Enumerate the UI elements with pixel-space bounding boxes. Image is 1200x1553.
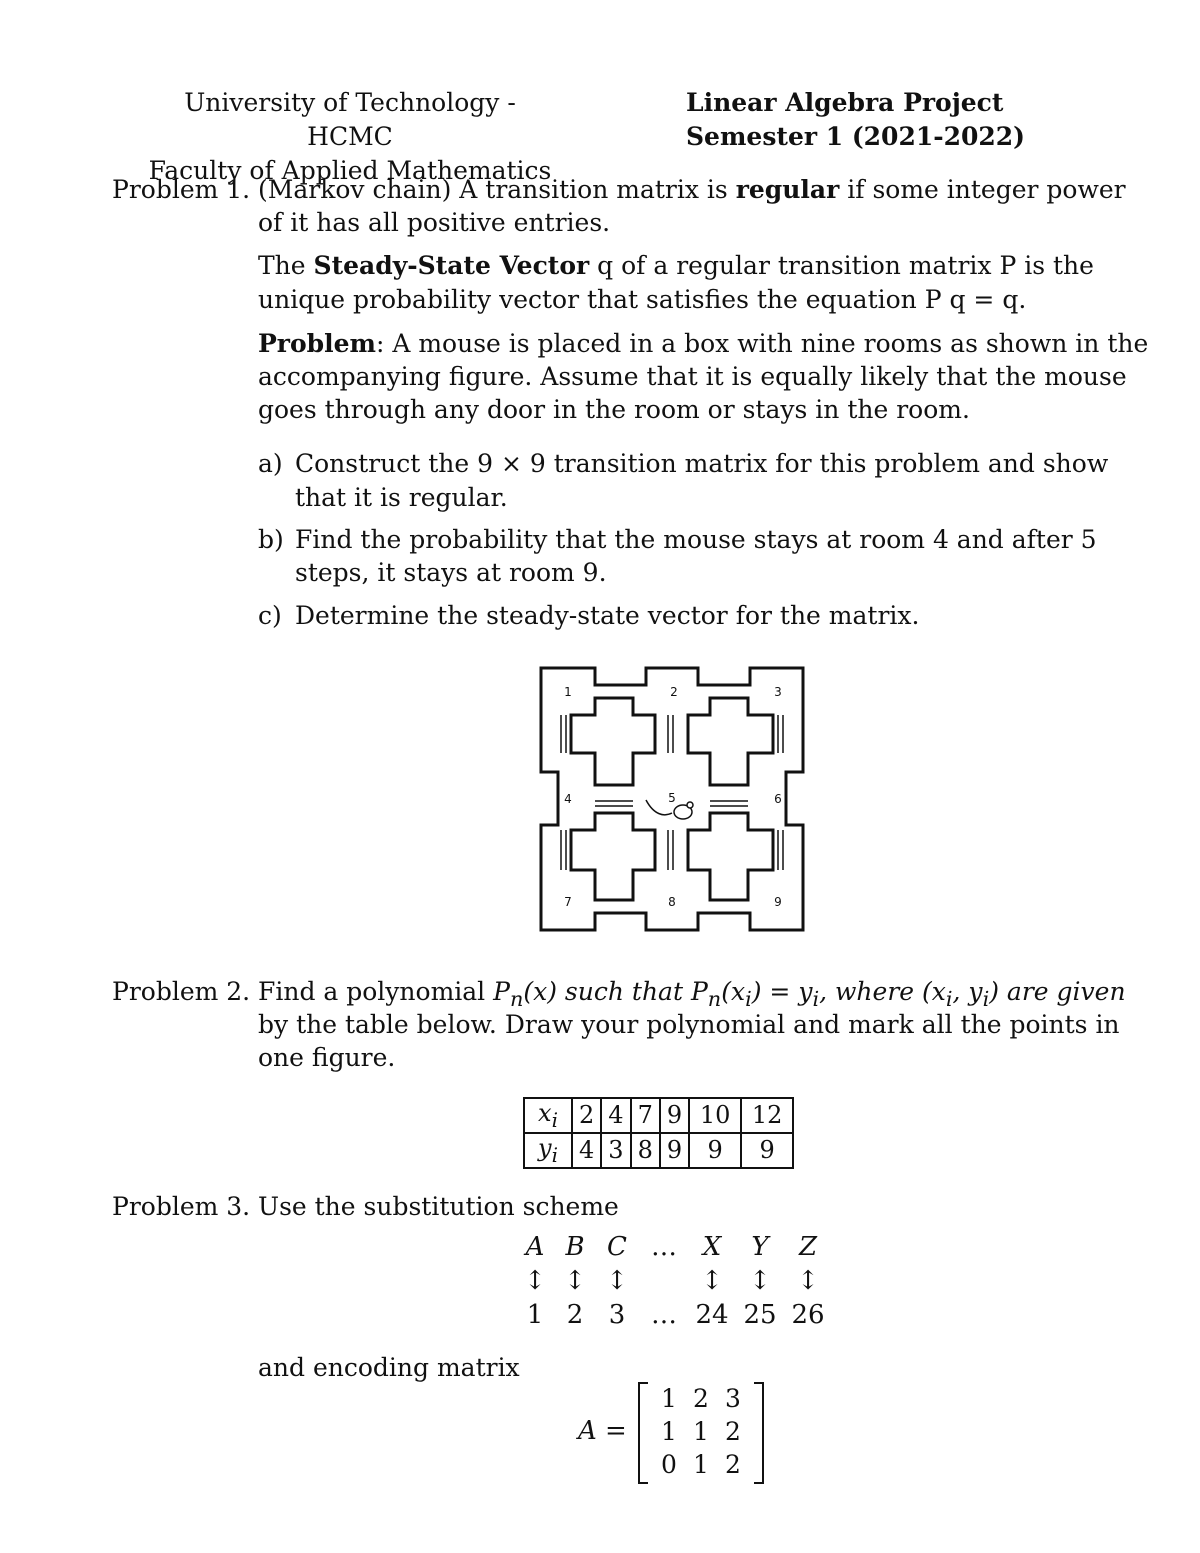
mouse-problem-line3: goes through any door in the room or stays in the room.: [258, 395, 970, 424]
encoding-matrix: [638, 1382, 764, 1482]
table-cell: 4: [572, 1133, 601, 1168]
problem2-line3: one figure.: [258, 1043, 396, 1072]
text: : A mouse is placed in a box with nine rooms as shown in the: [375, 329, 1149, 358]
scheme-number: 25: [743, 1300, 777, 1330]
room-9-label: 9: [774, 895, 782, 909]
matrix-cell: 2: [725, 1450, 741, 1479]
math: , y: [952, 977, 983, 1006]
text: q of a regular transition matrix P is the: [589, 251, 1094, 280]
item-a-line2: that it is regular.: [295, 483, 508, 512]
university-name: University of Technology - HCMC: [184, 88, 516, 151]
maze-pillar-1: [571, 698, 655, 785]
item-c-line1: Determine the steady-state vector for the matrix.: [295, 601, 920, 630]
term-steady-state: Steady-State Vector: [313, 251, 590, 280]
math: i: [812, 987, 820, 1011]
matrix-cell: 0: [661, 1450, 677, 1479]
maze-pillar-2: [688, 698, 773, 785]
problem1-label: Problem 1.: [112, 175, 251, 204]
room-5-label: 5: [668, 791, 676, 805]
table-cell: 10: [689, 1098, 741, 1133]
scheme-number: 26: [791, 1300, 825, 1330]
maze-pillar-4: [688, 813, 773, 900]
faculty-name: Faculty of Applied Mathematics: [148, 156, 552, 185]
x-label: x: [538, 1099, 552, 1127]
maze-figure: [538, 665, 808, 933]
mouse-problem-line2: accompanying figure. Assume that it is equally likely that the mouse: [258, 362, 1127, 391]
points-table: [523, 1097, 794, 1169]
item-b-line1: Find the probability that the mouse stays at room 4 and after 5: [295, 525, 1097, 554]
text: Find a polynomial: [258, 977, 494, 1006]
sub-i: i: [551, 1142, 558, 1167]
item-c-tag: c): [258, 601, 282, 630]
header-right: [686, 86, 1026, 154]
room-1-label: 1: [564, 685, 572, 699]
scheme-letter: Z: [798, 1232, 818, 1262]
term-problem: Problem: [258, 329, 376, 358]
item-b-tag: b): [258, 525, 284, 554]
item-a-line1: Construct the 9 × 9 transition matrix for this problem and show: [295, 449, 1109, 478]
math: (x) such that: [523, 977, 691, 1006]
problem3-label: Problem 3.: [112, 1192, 251, 1221]
math: i: [945, 987, 953, 1011]
room-7-label: 7: [564, 895, 572, 909]
scheme-number: 3: [608, 1300, 626, 1330]
room-2-label: 2: [670, 685, 678, 699]
scheme-arrow-icon: ↕: [606, 1266, 628, 1296]
steady-state-def-line2: unique probability vector that satisfies the equation P q = q.: [258, 285, 1027, 314]
table-cell: 2: [572, 1098, 601, 1133]
scheme-arrow-icon: ↕: [564, 1266, 586, 1296]
scheme-number: 24: [695, 1300, 729, 1330]
room-4-label: 4: [564, 792, 572, 806]
table-header-y: [524, 1133, 572, 1168]
math: ) are given: [989, 977, 1126, 1006]
math: A =: [578, 1416, 627, 1446]
scheme-arrow-icon: ↕: [749, 1266, 771, 1296]
steady-state-def: [258, 249, 1094, 282]
scheme-letter: A: [525, 1232, 545, 1262]
matrix-cell: 1: [661, 1384, 677, 1413]
table-cell: 9: [660, 1098, 689, 1133]
problem2-label: Problem 2.: [112, 977, 251, 1006]
table-cell: 3: [601, 1133, 630, 1168]
scheme-letter: X: [702, 1232, 722, 1262]
encoding-text: and encoding matrix: [258, 1353, 520, 1382]
table-row-y: [524, 1133, 793, 1168]
problem2-line2: by the table below. Draw your polynomial and mark all the points in: [258, 1010, 1120, 1039]
item-b-line2: steps, it stays at room 9.: [295, 558, 607, 587]
table-header-x: [524, 1098, 572, 1133]
matrix-lhs: [578, 1416, 627, 1446]
maze-pillar-3: [571, 813, 655, 900]
text: (Markov chain) A transition matrix is: [258, 175, 736, 204]
matrix-cell: 2: [693, 1384, 709, 1413]
scheme-ellipsis: …: [651, 1232, 677, 1262]
table-cell: 7: [631, 1098, 660, 1133]
table-cell: 8: [631, 1133, 660, 1168]
table-cell: 9: [660, 1133, 689, 1168]
room-3-label: 3: [774, 685, 782, 699]
math: (x: [721, 977, 746, 1006]
math: n: [509, 987, 524, 1011]
course-title: Linear Algebra Project: [686, 88, 1004, 117]
table-cell: 9: [741, 1133, 793, 1168]
text: The: [258, 251, 314, 280]
scheme-ellipsis: …: [651, 1300, 677, 1330]
scheme-letter: C: [607, 1232, 627, 1262]
math: , where (x: [819, 977, 946, 1006]
problem1-intro-line2: of it has all positive entries.: [258, 208, 611, 237]
scheme-number: 2: [566, 1300, 584, 1330]
sub-i: i: [551, 1107, 558, 1132]
scheme-arrow-icon: ↕: [524, 1266, 546, 1296]
item-a-tag: a): [258, 449, 283, 478]
matrix-cell: 2: [725, 1417, 741, 1446]
scheme-arrow-icon: ↕: [701, 1266, 723, 1296]
math: i: [745, 987, 752, 1011]
problem3-intro: Use the substitution scheme: [258, 1192, 619, 1221]
math: i: [982, 987, 990, 1011]
math: P: [690, 977, 708, 1006]
table-cell: 9: [689, 1133, 741, 1168]
problem1-intro: [258, 173, 1126, 206]
matrix-cell: 1: [661, 1417, 677, 1446]
table-cell: 4: [601, 1098, 630, 1133]
matrix-cell: 1: [693, 1417, 709, 1446]
math: P: [493, 977, 510, 1006]
semester: Semester 1 (2021-2022): [686, 122, 1026, 151]
math: n: [707, 987, 722, 1011]
table-row-x: [524, 1098, 793, 1133]
math: ) = y: [751, 977, 813, 1006]
mouse-problem: [258, 327, 1148, 360]
room-6-label: 6: [774, 792, 782, 806]
scheme-letter: Y: [751, 1232, 769, 1262]
term-regular: regular: [735, 175, 840, 204]
text: if some integer power: [839, 175, 1126, 204]
matrix-cell: 1: [693, 1450, 709, 1479]
scheme-arrow-icon: ↕: [797, 1266, 819, 1296]
table-cell: 12: [741, 1098, 793, 1133]
scheme-number: 1: [526, 1300, 544, 1330]
matrix-right-bracket: [754, 1382, 764, 1484]
scheme-letter: B: [565, 1232, 585, 1262]
room-8-label: 8: [668, 895, 676, 909]
matrix-left-bracket: [638, 1382, 648, 1484]
y-label: y: [538, 1133, 552, 1162]
matrix-cell: 3: [725, 1384, 741, 1413]
